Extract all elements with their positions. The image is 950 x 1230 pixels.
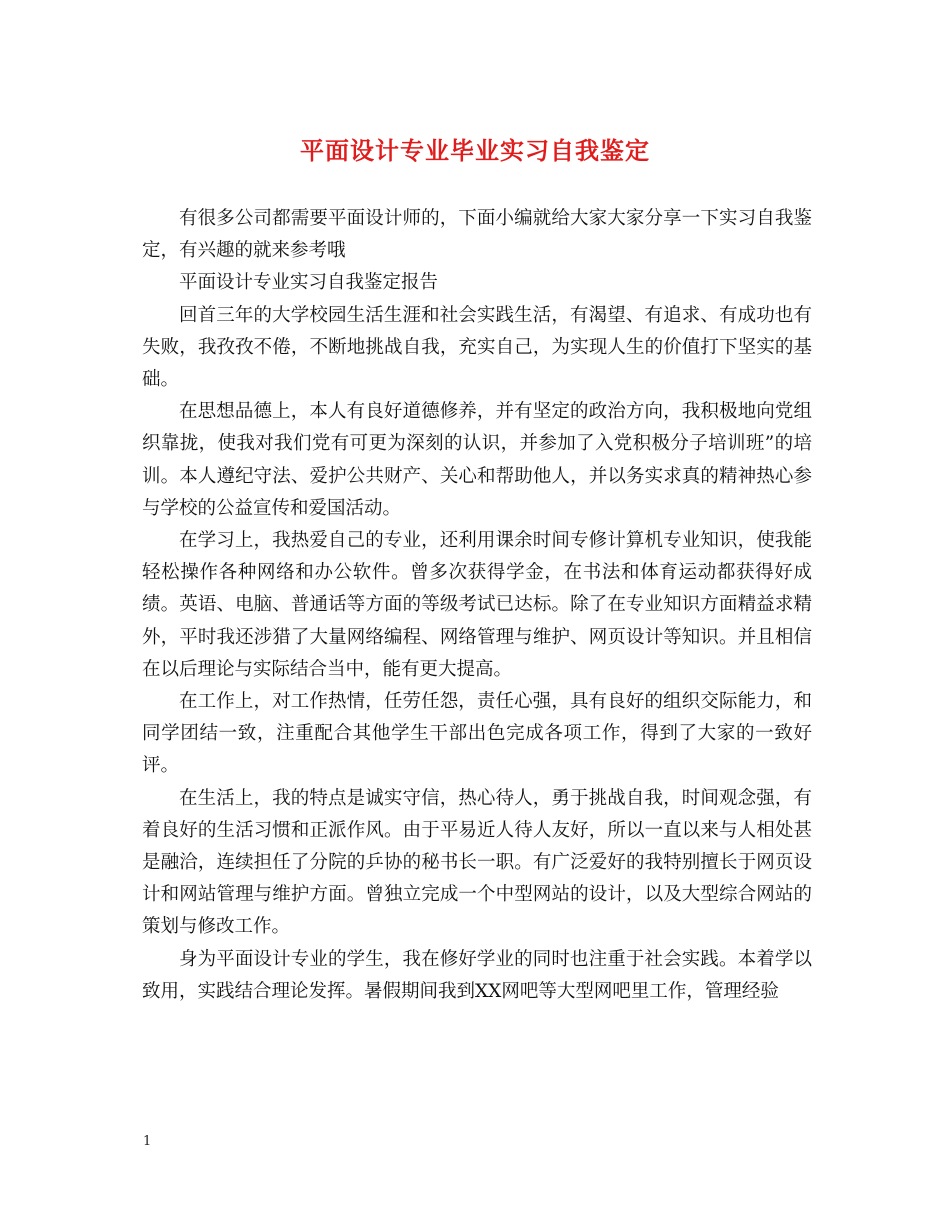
document-title: 平面设计专业毕业实习自我鉴定 xyxy=(300,136,650,165)
paragraph-morality: 在思想品德上，本人有良好道德修养，并有坚定的政治方向，我积极地向党组织靠拢，使我对我们党有可更为深刻的认识，并参加了入党积极分子培训班”的培训。本人遵纪守法、爱护公共财产、关心和帮助他人，并以务实求真的精神热心参与学校的公益宣传和爱国活动。 xyxy=(142,401,812,519)
paragraph-subtitle: 平面设计专业实习自我鉴定报告 xyxy=(179,272,439,294)
paragraph-work: 在工作上，对工作热情，任劳任怨，责任心强，具有良好的组织交际能力，和同学团结一致，注重配合其他学生干部出色完成各项工作，得到了大家的一致好评。 xyxy=(142,691,812,777)
page-number: 1 xyxy=(143,1134,152,1149)
paragraph-review: 回首三年的大学校园生活生涯和社会实践生活，有渴望、有追求、有成功也有失败，我孜孜不倦，不断地挑战自我，充实自己，为实现人生的价值打下坚实的基础。 xyxy=(142,304,812,391)
paragraph-life: 在生活上，我的特点是诚实守信，热心待人，勇于挑战自我，时间观念强，有着良好的生活习惯和正派作风。由于平易近人待人友好，所以一直以来与人相处甚是融洽，连续担任了分院的乒协的秘书长一职。有广泛爱好的我特别擅长于网页设计和网站管理与维护方面。曾独立完成一个中型网站的设计，以及大型综合网站的策划与修改工作。 xyxy=(142,787,812,938)
paragraph-intro: 有很多公司都需要平面设计师的，下面小编就给大家大家分享一下实习自我鉴定，有兴趣的就来参考哦 xyxy=(142,208,812,262)
document-body xyxy=(142,203,812,1008)
paragraph-practice: 身为平面设计专业的学生，我在修好学业的同时也注重于社会实践。本着学以致用，实践结合理论发挥。暑假期间我到XX网吧等大型网吧里工作，管理经验 xyxy=(142,948,812,1002)
paragraph-study: 在学习上，我热爱自己的专业，还利用课余时间专修计算机专业知识，使我能轻松操作各种网络和办公软件。曾多次获得学金，在书法和体育运动都获得好成绩。英语、电脑、普通话等方面的等级考试已达标。除了在专业知识方面精益求精外，平时我还涉猎了大量网络编程、网络管理与维护、网页设计等知识。并且相信在以后理论与实际结合当中，能有更大提高。 xyxy=(142,530,812,680)
